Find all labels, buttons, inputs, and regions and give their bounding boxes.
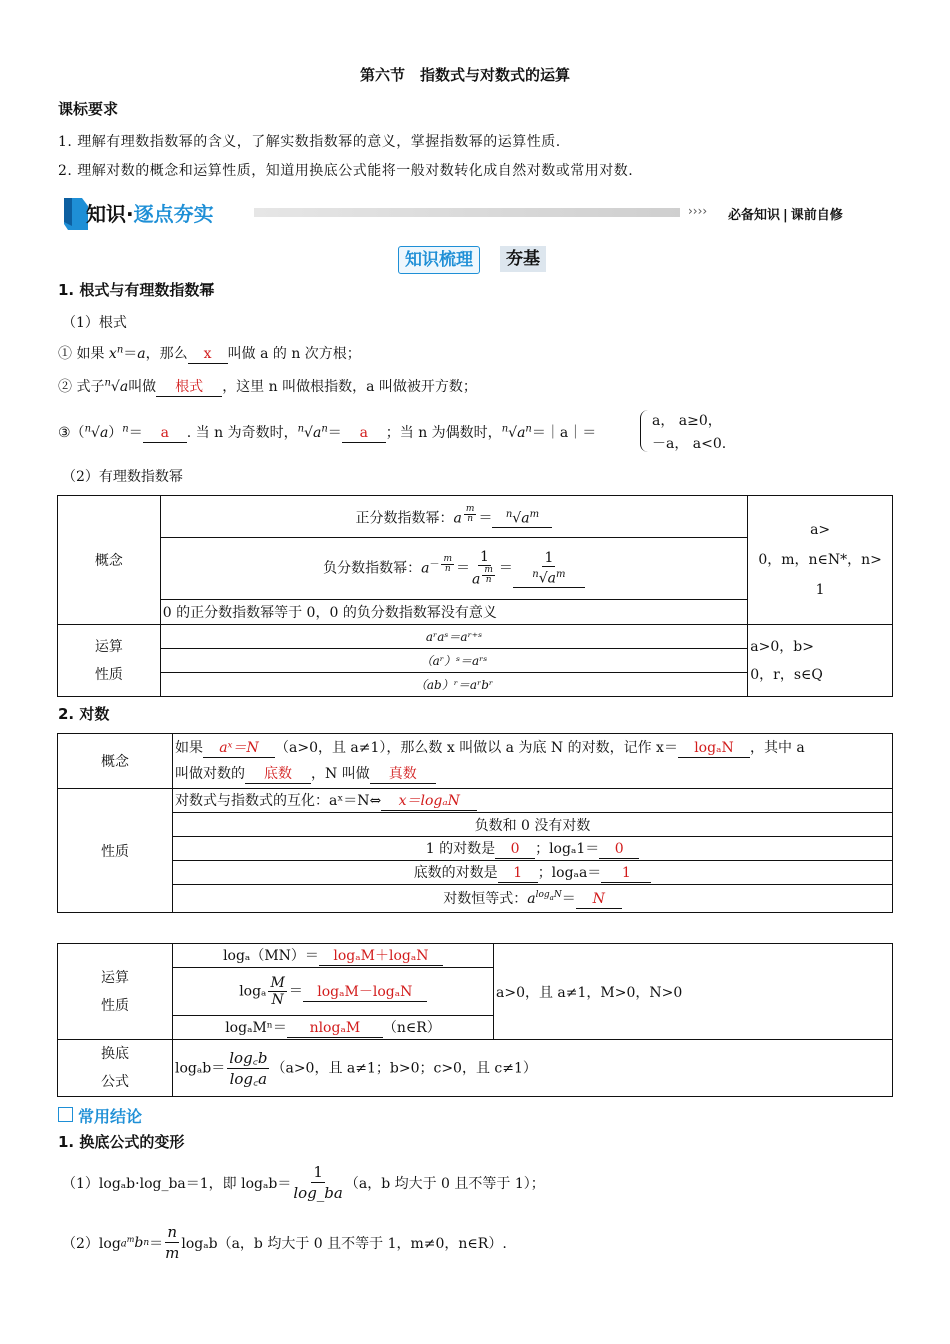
t3-chg: [58, 1040, 173, 1097]
t1-rcond2: 0，r，s∈Q: [750, 666, 823, 683]
t2-p4: [173, 861, 893, 885]
t1-zero-note: 0 的正分数指数幂等于 0，0 的负分数指数幂没有意义: [160, 600, 748, 625]
t1-cond2: 0，m，n∈N*，n>: [758, 552, 882, 568]
exponent-table: [57, 495, 893, 697]
subbanner-box: 知识梳理: [398, 246, 480, 274]
radical-line2: ② 式子$^n$√a叫做 根式 ，这里 n 叫做根指数，a 叫做被开方数；: [58, 377, 477, 395]
c1-a-pre: （1）logₐb·log_ba＝1，即 logₐb＝: [62, 1175, 292, 1192]
line3-answer1: a: [143, 425, 187, 443]
t3-chg-formula: [173, 1040, 893, 1097]
t1-ops-2: 性质: [94, 666, 123, 683]
t1-rcond1: a>0，b>: [750, 638, 814, 655]
t2-p1-ans: x＝logₐN: [381, 793, 477, 811]
banner-tag: [728, 204, 843, 223]
t2-prop: 性质: [58, 789, 173, 913]
t3-r2: [173, 968, 494, 1016]
line1-answer: x: [188, 346, 228, 364]
t2-p1: [173, 789, 893, 813]
t1-cond3: 1: [815, 582, 825, 598]
log-rules-table: [57, 943, 893, 1097]
t3-r2-pre: logₐ: [239, 983, 267, 1000]
t3-chg-pre: logₐb＝: [175, 1060, 226, 1076]
t2-c-post: ，其中 a: [749, 740, 805, 756]
line3-answer2: a: [342, 425, 386, 443]
t3-r1-ans: logₐM＋logₐN: [319, 948, 443, 966]
c1-a-den: log_ba: [293, 1184, 343, 1202]
t1-rule3: （ab）ʳ＝aʳbʳ: [160, 673, 748, 697]
radical-line1: ① 如果 $x^n=a$，那么 x 叫做 a 的 n 次方根；: [58, 344, 361, 362]
c1-line-a: [62, 1162, 545, 1203]
banner-left: 知识: [86, 202, 126, 226]
t3-r3-ans: nlogₐM: [287, 1020, 383, 1038]
requirement-2: 2. 理解对数的概念和运算性质，知道用换底公式能将一般对数转化成自然对数或常用对数.: [58, 163, 634, 179]
t2-p4-ans2: 1: [601, 865, 651, 883]
t3-r1: [173, 944, 494, 968]
c1-a-num: 1: [313, 1163, 323, 1181]
c1-b-num: n: [167, 1223, 178, 1241]
subbanner-after: 夯基: [500, 246, 546, 272]
line2-answer: 根式: [156, 379, 222, 397]
t3-r3-post: （n∈R）: [382, 1020, 441, 1036]
t1-condition: [748, 496, 893, 625]
t1-negative: 负分数指数幂：$a^{- \frac{m}{n}}$ ＝ 1 a $^{\frac{m}{n}}$ ＝ $\frac{1}{^n√a^m}$: [160, 538, 748, 600]
line3-pre: ③（: [58, 425, 85, 441]
conclusion-checkbox-icon: [58, 1107, 73, 1122]
t1-neg-label: 负分数指数幂：: [323, 560, 422, 577]
t1-ops-1: 运算: [94, 638, 123, 655]
t1-ops: [58, 625, 161, 697]
banner-right: 逐点夯实: [133, 202, 214, 226]
page-title: 第六节 指数式与对数式的运算: [360, 66, 571, 84]
t2-p3-ans1: 0: [495, 841, 535, 859]
t2-c-pre: 如果: [175, 740, 203, 756]
t2-p5-pre: 对数恒等式：: [443, 891, 528, 907]
t3-r2-eq: ＝: [288, 983, 303, 1000]
line1-pre: ① 如果: [58, 346, 109, 362]
t1-rule-cond: [748, 625, 893, 697]
t3-r2-ans: logₐM－logₐN: [303, 984, 427, 1002]
t1-cond1: a>: [810, 522, 831, 538]
banner-arrows: ››››: [688, 204, 708, 218]
t1-rule1: aʳaˢ＝aʳ⁺ˢ: [160, 625, 748, 649]
t2-p5-ans: N: [576, 891, 622, 909]
t3-r1-pre: logₐ（MN）＝: [223, 948, 319, 964]
banner-bar: [254, 208, 680, 217]
t3-chg-num: log꜀b: [229, 1048, 268, 1067]
section1-sub1: （1）根式: [62, 315, 127, 331]
t3-chg-post: （a>0，且 a≠1；b>0；c>0，且 c≠1）: [271, 1060, 537, 1076]
t3-r3-pre: logₐMⁿ＝: [225, 1020, 287, 1036]
requirement-1: 1. 理解有理数指数幂的含义，了解实数指数幂的意义，掌握指数幂的运算性质.: [58, 134, 561, 150]
log-table: [57, 733, 893, 913]
c1-b-post: logₐb（a，b 均大于 0 且不等于 1，m≠0，n∈R）.: [181, 1235, 507, 1252]
t1-positive: 正分数指数幂：a $^{\frac{m}{n}}$ ＝ $^n√a^m$: [160, 496, 748, 538]
t2-p1-pre: 对数式与指数式的互化：aˣ＝N⇔: [175, 793, 382, 809]
banner-tag2: 课前自修: [790, 208, 843, 223]
c1-heading: 1. 换底公式的变形: [58, 1133, 185, 1151]
section1-sub2: （2）有理数指数幂: [62, 469, 183, 485]
radical-line3: $③(^n√a)^n= a$ . 当 n 为奇数时，$^n√a^n= a$ ；当 n 为偶数时，$^n√a^n=|a|=$: [58, 423, 597, 441]
t2-p3-mid: ；logₐ1＝: [535, 841, 600, 857]
banner-sep: |: [783, 208, 788, 223]
t2-p2: 负数和 0 没有对数: [173, 813, 893, 837]
t3-ops-2: 性质: [101, 997, 129, 1014]
t2-p3-pre: 1 的对数是: [425, 841, 496, 857]
c1-a-post: （a，b 均大于 0 且不等于 1）；: [344, 1175, 545, 1192]
line2-pre: ② 式子: [58, 379, 105, 395]
banner-dot: ·: [126, 202, 134, 226]
c1-b-den: m: [165, 1244, 180, 1262]
line2-post: ，这里 n 叫做根指数，a 叫做被开方数；: [222, 379, 477, 395]
t2-c-line2b: ，N 叫做: [311, 766, 370, 782]
t3-ops: [58, 944, 173, 1040]
t1-concept: 概念: [58, 496, 161, 625]
conclusion-heading: 常用结论: [78, 1107, 143, 1126]
t2-c-ans4: 真数: [370, 766, 436, 784]
section1-heading: 1. 根式与有理数指数幂: [58, 281, 215, 299]
t2-p5: 对数恒等式：$a^{log_aN}= N$: [173, 885, 893, 913]
t3-r2-den: N: [271, 992, 284, 1008]
case-brace: [640, 410, 649, 452]
t2-concept-text: [173, 734, 893, 789]
banner-title: [86, 198, 214, 227]
c1-b-mid: ＝: [149, 1235, 164, 1252]
t2-c-ans3: 底数: [245, 766, 311, 784]
t2-p3-ans2: 0: [599, 841, 639, 859]
case-2: －a， a<0.: [652, 436, 727, 452]
t3-chg-den: log꜀a: [229, 1069, 268, 1088]
t3-ops-1: 运算: [101, 969, 129, 986]
t3-chg-2: 公式: [101, 1074, 129, 1090]
requirements-heading: 课标要求: [58, 100, 119, 118]
line1-mid: ，那么: [145, 346, 188, 362]
line2-mid: 叫做: [128, 379, 157, 395]
c1-line-b: （2）log $a^m$ b n ＝ $\frac{n}{m}$ logₐb（a，b 均大于 0 且不等于 1，m≠0，n∈R）.: [62, 1223, 507, 1262]
t2-concept: 概念: [58, 734, 173, 789]
t3-cond: a>0，且 a≠1，M>0，N>0: [494, 944, 893, 1040]
t1-pos-label: 正分数指数幂：: [355, 510, 454, 527]
t3-r3: [173, 1016, 494, 1040]
line3-mid2: ；当 n 为偶数时，: [385, 425, 502, 441]
line3-mid: . 当 n 为奇数时，: [186, 425, 298, 441]
banner-tag1: 必备知识: [728, 208, 781, 223]
t2-p4-ans1: 1: [498, 865, 538, 883]
t2-p4-pre: 底数的对数是: [413, 865, 498, 881]
section2-heading: 2. 对数: [58, 705, 110, 723]
case-1: a， a≥0，: [652, 413, 722, 429]
line3-abs: ＝｜a｜＝: [531, 425, 597, 441]
t3-r2-num: M: [270, 975, 285, 991]
line1-post: 叫做 a 的 n 次方根；: [227, 346, 361, 362]
t2-p3: [173, 837, 893, 861]
t2-c-ans1: aˣ＝N: [203, 740, 275, 758]
t2-c-ans2: logₐN: [678, 740, 750, 758]
t2-p4-mid: ；logₐa＝: [537, 865, 602, 881]
t2-c-mid: （a>0，且 a≠1），那么数 x 叫做以 a 为底 N 的对数，记作 x＝: [275, 740, 678, 756]
t1-rule2: （aʳ）ˢ＝aʳˢ: [160, 649, 748, 673]
c1-b-pre: （2）log: [62, 1235, 121, 1252]
t3-chg-1: 换底: [101, 1046, 129, 1062]
t2-c-line2a: 叫做对数的: [175, 766, 245, 782]
